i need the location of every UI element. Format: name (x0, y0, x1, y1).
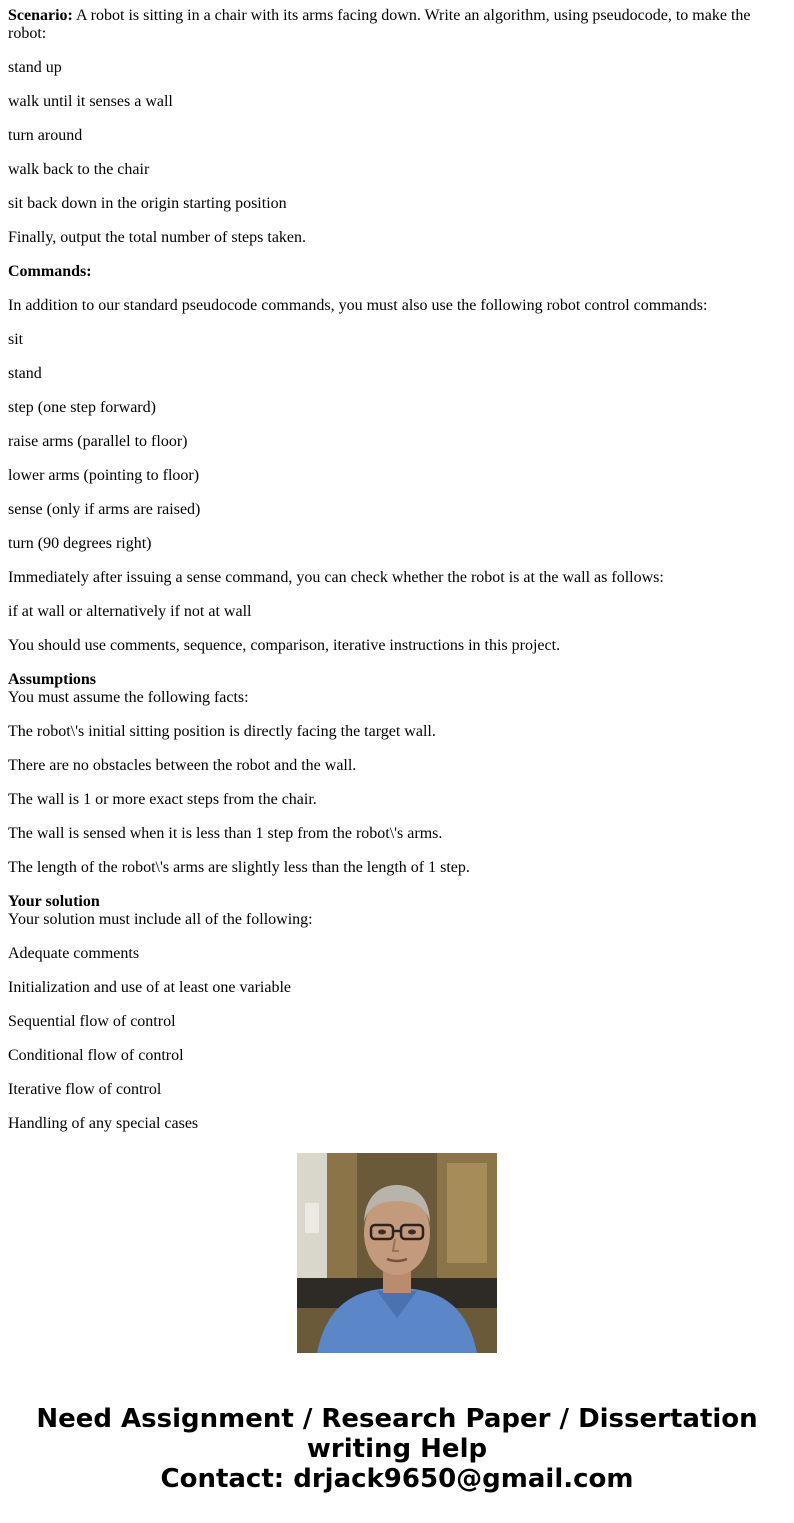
command-item: sit (8, 331, 24, 348)
task-step: sit back down in the origin starting position (8, 195, 287, 212)
commands-intro: In addition to our standard pseudocode commands, you must also use the following robot control commands: (8, 297, 708, 314)
solution-item: Conditional flow of control (8, 1047, 184, 1064)
solution-intro: Your solution must include all of the following: (8, 911, 313, 928)
assumption-item: The length of the robot\'s arms are slightly less than the length of 1 step. (8, 859, 470, 876)
assumption-item: The robot\'s initial sitting position is directly facing the target wall. (8, 723, 436, 740)
scenario-text: A robot is sitting in a chair with its arms facing down. Write an algorithm, using pseudocode, to make the robot: (8, 7, 751, 42)
command-item: lower arms (pointing to floor) (8, 467, 200, 484)
solution-item: Iterative flow of control (8, 1081, 162, 1098)
solution-item: Handling of any special cases (8, 1115, 199, 1132)
sense-check: if at wall or alternatively if not at wall (8, 603, 252, 620)
command-item: turn (90 degrees right) (8, 535, 152, 552)
solution-item: Adequate comments (8, 945, 140, 962)
promo-banner (0, 1404, 794, 1494)
assumptions-heading: Assumptions (8, 671, 97, 688)
scenario-paragraph (8, 7, 778, 43)
promo-line: writing Help (306, 1434, 488, 1464)
assumption-item: The wall is 1 or more exact steps from the chair. (8, 791, 317, 808)
promo-line: Need Assignment / Research Paper / Dissertation (36, 1404, 758, 1434)
command-item: sense (only if arms are raised) (8, 501, 201, 518)
commands-heading: Commands: (8, 263, 92, 280)
assumptions-intro: You must assume the following facts: (8, 689, 249, 706)
assumption-item: There are no obstacles between the robot and the wall. (8, 757, 357, 774)
usage-note: You should use comments, sequence, comparison, iterative instructions in this project. (8, 637, 561, 654)
solution-item: Sequential flow of control (8, 1013, 176, 1030)
assumption-item: The wall is sensed when it is less than 1 step from the robot\'s arms. (8, 825, 443, 842)
scenario-label: Scenario: (8, 7, 73, 24)
command-item: raise arms (parallel to floor) (8, 433, 188, 450)
task-final-step: Finally, output the total number of steps taken. (8, 229, 307, 246)
command-item: step (one step forward) (8, 399, 156, 416)
task-step: walk until it senses a wall (8, 93, 173, 110)
author-avatar (297, 1153, 497, 1353)
solution-item: Initialization and use of at least one variable (8, 979, 291, 996)
command-item: stand (8, 365, 42, 382)
task-step: stand up (8, 59, 62, 76)
sense-note: Immediately after issuing a sense command, you can check whether the robot is at the wall as follows: (8, 569, 664, 586)
solution-heading: Your solution (8, 893, 100, 910)
promo-contact: Contact: drjack9650@gmail.com (160, 1464, 634, 1494)
task-step: turn around (8, 127, 83, 144)
question-content (8, 7, 778, 1132)
task-step: walk back to the chair (8, 161, 150, 178)
